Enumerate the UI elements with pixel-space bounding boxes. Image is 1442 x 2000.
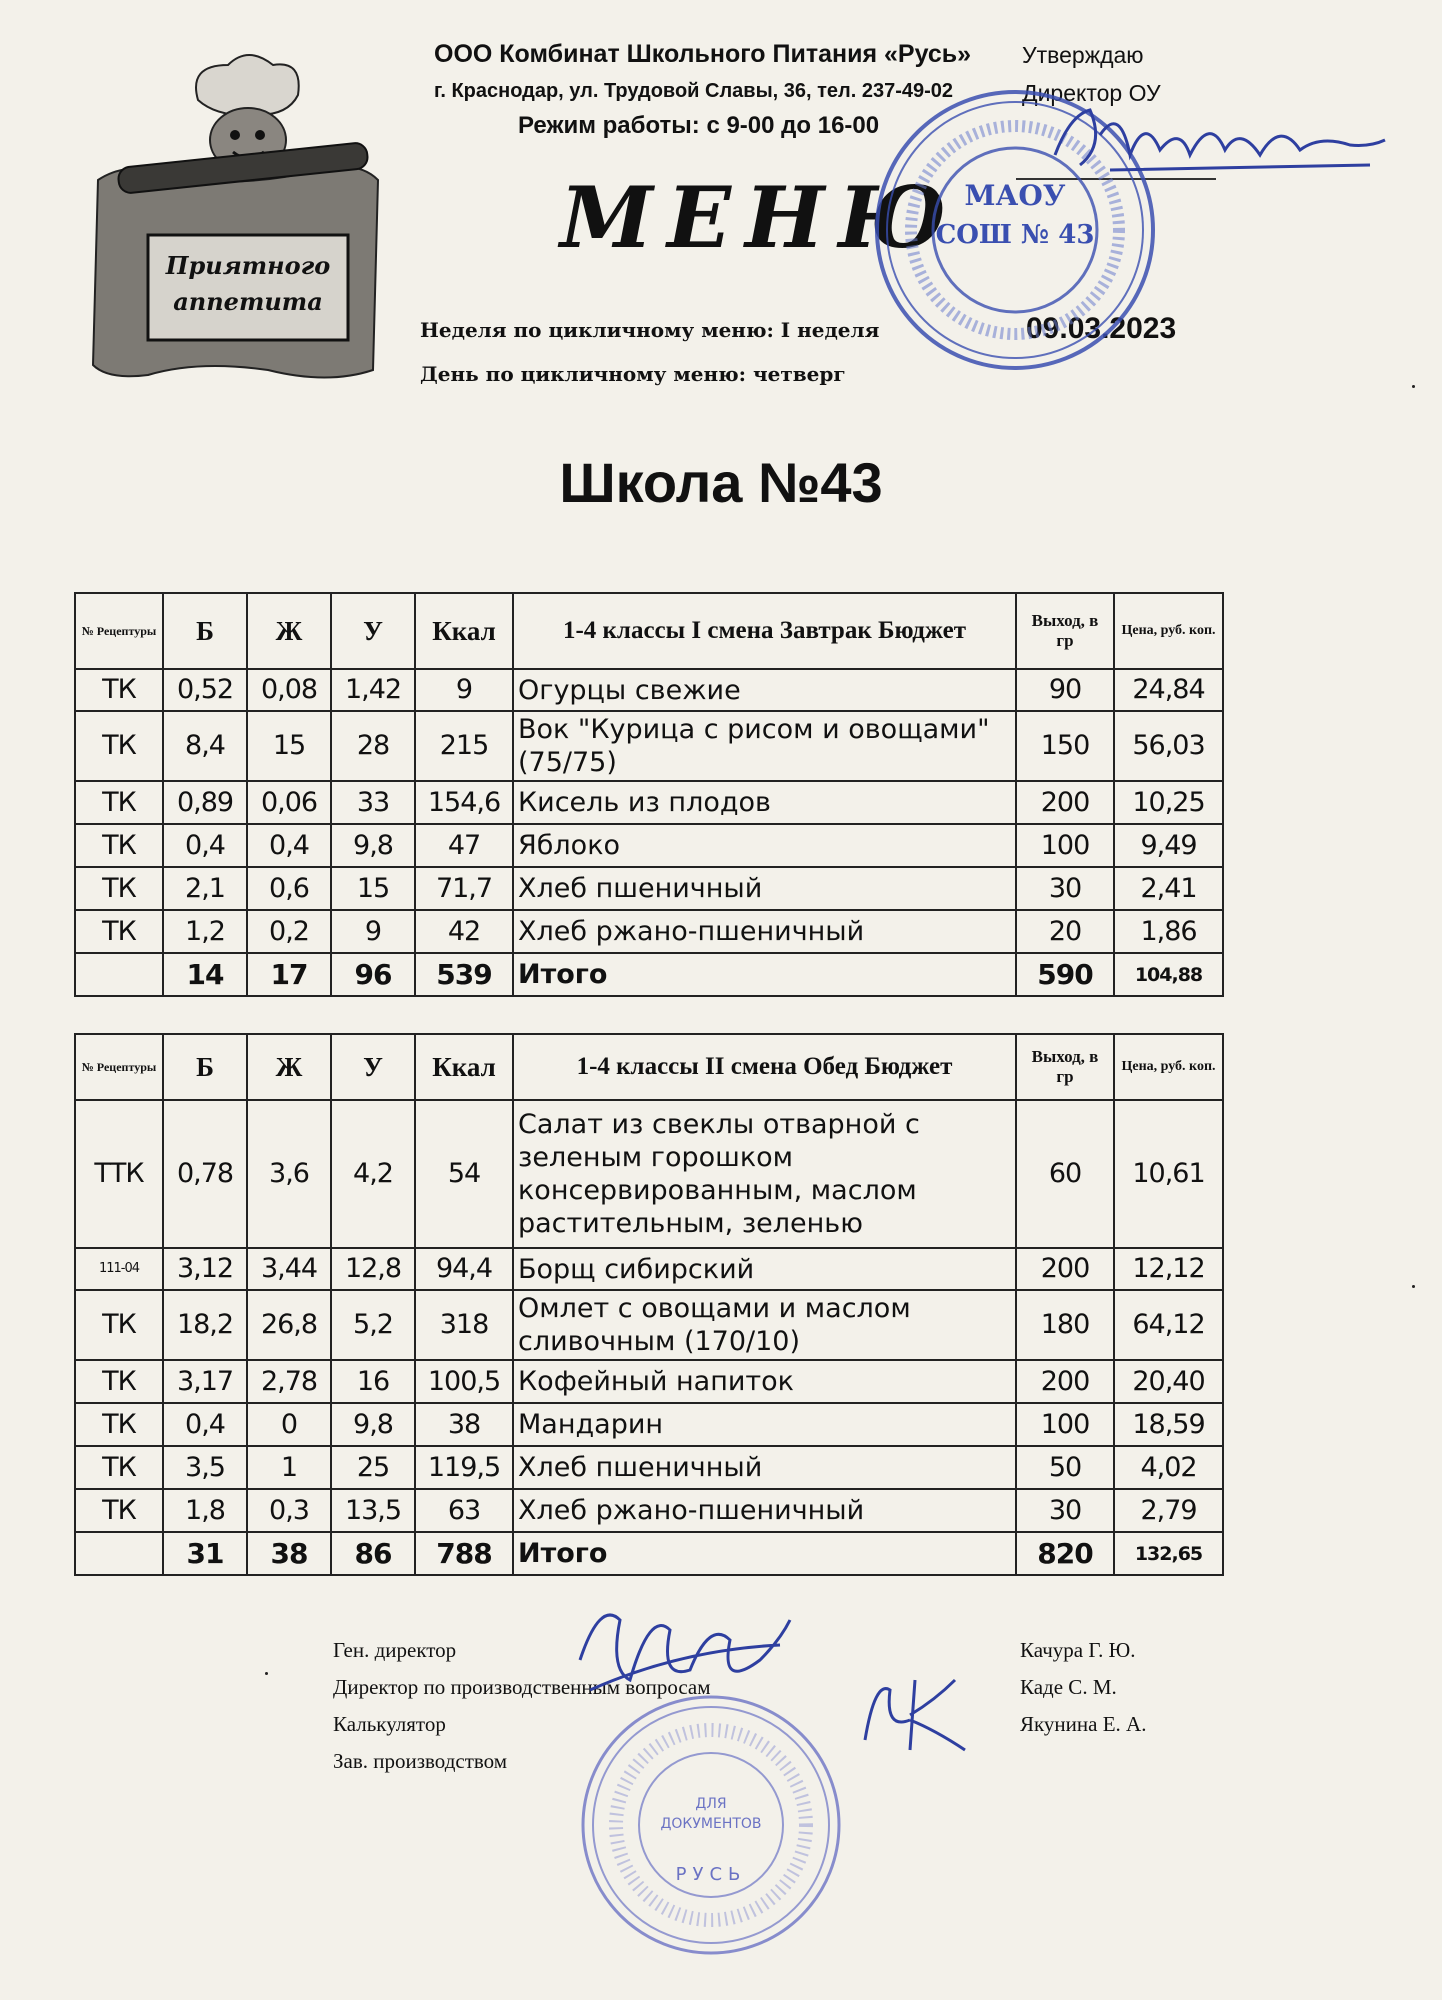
school-stamp-center2: СОШ № 43 bbox=[935, 220, 1095, 250]
cell-b: 1,2 bbox=[163, 910, 247, 953]
cell-recipe: ТК bbox=[75, 824, 163, 867]
company-stamp-center2: ДОКУМЕНТОВ bbox=[660, 1816, 762, 1832]
total-out: 820 bbox=[1016, 1532, 1114, 1575]
col-u: У bbox=[331, 593, 415, 669]
approve-role: Директор ОУ bbox=[1022, 80, 1161, 106]
menu-row bbox=[75, 1360, 1223, 1403]
cell-price: 2,79 bbox=[1114, 1489, 1223, 1532]
cell-price: 18,59 bbox=[1114, 1403, 1223, 1446]
footer-names bbox=[1020, 1632, 1146, 1743]
approve-label: Утверждаю bbox=[1022, 42, 1144, 68]
total-zh: 38 bbox=[247, 1532, 331, 1575]
menu-row bbox=[75, 711, 1223, 781]
cell-b: 2,1 bbox=[163, 867, 247, 910]
menu-row bbox=[75, 867, 1223, 910]
cell-price: 20,40 bbox=[1114, 1360, 1223, 1403]
cell-recipe: ТК bbox=[75, 1446, 163, 1489]
cell-out: 30 bbox=[1016, 1489, 1114, 1532]
cell-u: 5,2 bbox=[331, 1290, 415, 1360]
menu-row bbox=[75, 1489, 1223, 1532]
cell-out: 150 bbox=[1016, 711, 1114, 781]
production-director-signature bbox=[855, 1660, 975, 1765]
cell-kcal: 42 bbox=[415, 910, 513, 953]
cell-recipe: ТК bbox=[75, 1290, 163, 1360]
cell-u: 9,8 bbox=[331, 1403, 415, 1446]
cell-zh: 26,8 bbox=[247, 1290, 331, 1360]
role-production-director: Директор по производственным вопросам bbox=[333, 1675, 711, 1699]
cell-kcal: 215 bbox=[415, 711, 513, 781]
school-stamp-center1: МАОУ bbox=[964, 179, 1066, 212]
company-stamp-bottom: РУСЬ bbox=[675, 1864, 747, 1885]
cell-name: Салат из свеклы отварной с зеленым горошком консервированным, маслом растительным, зеленью bbox=[513, 1100, 1016, 1248]
cell-kcal: 54 bbox=[415, 1100, 513, 1248]
table1-title: 1-4 классы I смена Завтрак Бюджет bbox=[513, 593, 1016, 669]
col-b: Б bbox=[163, 593, 247, 669]
cell-u: 33 bbox=[331, 781, 415, 824]
total-out: 590 bbox=[1016, 953, 1114, 996]
cell-out: 50 bbox=[1016, 1446, 1114, 1489]
col-zh: Ж bbox=[247, 593, 331, 669]
cell-u: 25 bbox=[331, 1446, 415, 1489]
cell-recipe: ТК bbox=[75, 910, 163, 953]
menu-row bbox=[75, 1248, 1223, 1290]
cell-zh: 3,6 bbox=[247, 1100, 331, 1248]
total-empty bbox=[75, 1532, 163, 1575]
cell-zh: 0 bbox=[247, 1403, 331, 1446]
cell-b: 0,4 bbox=[163, 824, 247, 867]
cell-zh: 0,08 bbox=[247, 669, 331, 711]
cell-zh: 0,4 bbox=[247, 824, 331, 867]
menu-row bbox=[75, 1446, 1223, 1489]
cell-price: 2,41 bbox=[1114, 867, 1223, 910]
cell-recipe: ТК bbox=[75, 1403, 163, 1446]
cell-name: Хлеб пшеничный bbox=[513, 867, 1016, 910]
col-kcal: Ккал bbox=[415, 593, 513, 669]
cell-kcal: 100,5 bbox=[415, 1360, 513, 1403]
total-price: 132,65 bbox=[1114, 1532, 1223, 1575]
cell-u: 1,42 bbox=[331, 669, 415, 711]
col-price: Цена, руб. коп. bbox=[1114, 1034, 1223, 1100]
cell-out: 60 bbox=[1016, 1100, 1114, 1248]
total-b: 14 bbox=[163, 953, 247, 996]
cell-price: 56,03 bbox=[1114, 711, 1223, 781]
cell-name: Вок "Курица с рисом и овощами" (75/75) bbox=[513, 711, 1016, 781]
cell-price: 24,84 bbox=[1114, 669, 1223, 711]
total-zh: 17 bbox=[247, 953, 331, 996]
cell-price: 64,12 bbox=[1114, 1290, 1223, 1360]
total-row bbox=[75, 1532, 1223, 1575]
cell-b: 0,78 bbox=[163, 1100, 247, 1248]
breakfast-table bbox=[74, 592, 1224, 997]
cell-u: 28 bbox=[331, 711, 415, 781]
cell-b: 0,4 bbox=[163, 1403, 247, 1446]
company-stamp-center1: ДЛЯ bbox=[695, 1796, 727, 1812]
cell-out: 20 bbox=[1016, 910, 1114, 953]
cell-out: 30 bbox=[1016, 867, 1114, 910]
cell-recipe: 111-04 bbox=[75, 1248, 163, 1290]
cell-u: 4,2 bbox=[331, 1100, 415, 1248]
menu-row bbox=[75, 1290, 1223, 1360]
role-calculator: Калькулятор bbox=[333, 1712, 446, 1736]
cell-recipe: ТК bbox=[75, 781, 163, 824]
cell-recipe: ТК bbox=[75, 1360, 163, 1403]
total-u: 86 bbox=[331, 1532, 415, 1575]
cell-zh: 0,3 bbox=[247, 1489, 331, 1532]
total-price: 104,88 bbox=[1114, 953, 1223, 996]
col-out: Выход, в гр bbox=[1016, 1034, 1114, 1100]
cell-u: 12,8 bbox=[331, 1248, 415, 1290]
cell-price: 12,12 bbox=[1114, 1248, 1223, 1290]
cell-name: Огурцы свежие bbox=[513, 669, 1016, 711]
cell-zh: 2,78 bbox=[247, 1360, 331, 1403]
name-calculator: Якунина Е. А. bbox=[1020, 1712, 1147, 1736]
name-production-director: Каде С. М. bbox=[1020, 1675, 1117, 1699]
cell-out: 100 bbox=[1016, 824, 1114, 867]
scan-dot bbox=[265, 1672, 268, 1675]
cell-kcal: 47 bbox=[415, 824, 513, 867]
menu-row bbox=[75, 1403, 1223, 1446]
cell-kcal: 318 bbox=[415, 1290, 513, 1360]
role-production-head: Зав. производством bbox=[333, 1749, 508, 1773]
cell-kcal: 9 bbox=[415, 669, 513, 711]
col-recipe: № Рецептуры bbox=[75, 593, 163, 669]
cell-out: 90 bbox=[1016, 669, 1114, 711]
cell-name: Мандарин bbox=[513, 1403, 1016, 1446]
logo-line2: аппетита bbox=[173, 287, 323, 316]
cell-u: 15 bbox=[331, 867, 415, 910]
role-general-director: Ген. директор bbox=[333, 1638, 457, 1662]
cell-out: 200 bbox=[1016, 781, 1114, 824]
cell-zh: 3,44 bbox=[247, 1248, 331, 1290]
col-zh: Ж bbox=[247, 1034, 331, 1100]
total-b: 31 bbox=[163, 1532, 247, 1575]
week-text: Неделя по цикличному меню: I неделя bbox=[420, 318, 880, 342]
col-u: У bbox=[331, 1034, 415, 1100]
cell-recipe: ТК bbox=[75, 711, 163, 781]
cell-b: 18,2 bbox=[163, 1290, 247, 1360]
cell-zh: 15 bbox=[247, 711, 331, 781]
lunch-table bbox=[74, 1033, 1224, 1576]
total-kcal: 539 bbox=[415, 953, 513, 996]
cell-b: 3,17 bbox=[163, 1360, 247, 1403]
working-hours: Режим работы: с 9-00 до 16-00 bbox=[518, 112, 880, 139]
cell-name: Хлеб пшеничный bbox=[513, 1446, 1016, 1489]
cell-recipe: ТТК bbox=[75, 1100, 163, 1248]
cell-price: 9,49 bbox=[1114, 824, 1223, 867]
cell-b: 3,5 bbox=[163, 1446, 247, 1489]
col-out: Выход, в гр bbox=[1016, 593, 1114, 669]
cell-kcal: 119,5 bbox=[415, 1446, 513, 1489]
total-kcal: 788 bbox=[415, 1532, 513, 1575]
general-director-signature bbox=[560, 1590, 800, 1725]
cell-name: Омлет с овощами и маслом сливочным (170/10) bbox=[513, 1290, 1016, 1360]
col-recipe: № Рецептуры bbox=[75, 1034, 163, 1100]
menu-row bbox=[75, 824, 1223, 867]
cell-out: 100 bbox=[1016, 1403, 1114, 1446]
cell-name: Хлеб ржано-пшеничный bbox=[513, 910, 1016, 953]
total-label: Итого bbox=[513, 1532, 1016, 1575]
total-empty bbox=[75, 953, 163, 996]
cell-recipe: ТК bbox=[75, 867, 163, 910]
total-label: Итого bbox=[513, 953, 1016, 996]
col-b: Б bbox=[163, 1034, 247, 1100]
cell-zh: 0,6 bbox=[247, 867, 331, 910]
director-signature bbox=[1050, 95, 1390, 190]
school-title: Школа №43 bbox=[559, 451, 883, 514]
cell-kcal: 94,4 bbox=[415, 1248, 513, 1290]
cell-b: 8,4 bbox=[163, 711, 247, 781]
cell-u: 16 bbox=[331, 1360, 415, 1403]
cell-zh: 1 bbox=[247, 1446, 331, 1489]
cell-name: Кофейный напиток bbox=[513, 1360, 1016, 1403]
menu-title: МЕНЮ bbox=[560, 168, 961, 267]
col-kcal: Ккал bbox=[415, 1034, 513, 1100]
cell-u: 13,5 bbox=[331, 1489, 415, 1532]
cell-price: 10,25 bbox=[1114, 781, 1223, 824]
cell-recipe: ТК bbox=[75, 1489, 163, 1532]
chef-logo bbox=[88, 40, 388, 385]
scan-dot bbox=[1412, 1285, 1415, 1288]
logo-line1: Приятного bbox=[165, 251, 331, 280]
cell-u: 9,8 bbox=[331, 824, 415, 867]
menu-row bbox=[75, 781, 1223, 824]
cell-zh: 0,06 bbox=[247, 781, 331, 824]
table2-title: 1-4 классы II смена Обед Бюджет bbox=[513, 1034, 1016, 1100]
cell-price: 10,61 bbox=[1114, 1100, 1223, 1248]
cell-b: 3,12 bbox=[163, 1248, 247, 1290]
cell-b: 1,8 bbox=[163, 1489, 247, 1532]
day-text: День по цикличному меню: четверг bbox=[420, 362, 846, 386]
total-u: 96 bbox=[331, 953, 415, 996]
menu-row bbox=[75, 910, 1223, 953]
col-price: Цена, руб. коп. bbox=[1114, 593, 1223, 669]
cell-out: 180 bbox=[1016, 1290, 1114, 1360]
cell-u: 9 bbox=[331, 910, 415, 953]
cell-kcal: 38 bbox=[415, 1403, 513, 1446]
menu-row bbox=[75, 1100, 1223, 1248]
cell-kcal: 63 bbox=[415, 1489, 513, 1532]
cell-kcal: 154,6 bbox=[415, 781, 513, 824]
name-general-director: Качура Г. Ю. bbox=[1020, 1638, 1136, 1662]
cell-name: Кисель из плодов bbox=[513, 781, 1016, 824]
cell-zh: 0,2 bbox=[247, 910, 331, 953]
cell-recipe: ТК bbox=[75, 669, 163, 711]
cell-b: 0,52 bbox=[163, 669, 247, 711]
cell-name: Борщ сибирский bbox=[513, 1248, 1016, 1290]
cell-b: 0,89 bbox=[163, 781, 247, 824]
cell-out: 200 bbox=[1016, 1360, 1114, 1403]
menu-date: 09.03.2023 bbox=[1026, 312, 1177, 345]
cell-price: 1,86 bbox=[1114, 910, 1223, 953]
cell-out: 200 bbox=[1016, 1248, 1114, 1290]
cell-name: Яблоко bbox=[513, 824, 1016, 867]
company-stamp bbox=[576, 1690, 846, 1965]
company-address: г. Краснодар, ул. Трудовой Славы, 36, тел. 237-49-02 bbox=[434, 80, 954, 102]
cell-kcal: 71,7 bbox=[415, 867, 513, 910]
cell-price: 4,02 bbox=[1114, 1446, 1223, 1489]
cell-name: Хлеб ржано-пшеничный bbox=[513, 1489, 1016, 1532]
menu-row bbox=[75, 669, 1223, 711]
company-name: ООО Комбинат Школьного Питания «Русь» bbox=[434, 40, 972, 68]
scan-dot bbox=[1412, 385, 1415, 388]
total-row bbox=[75, 953, 1223, 996]
